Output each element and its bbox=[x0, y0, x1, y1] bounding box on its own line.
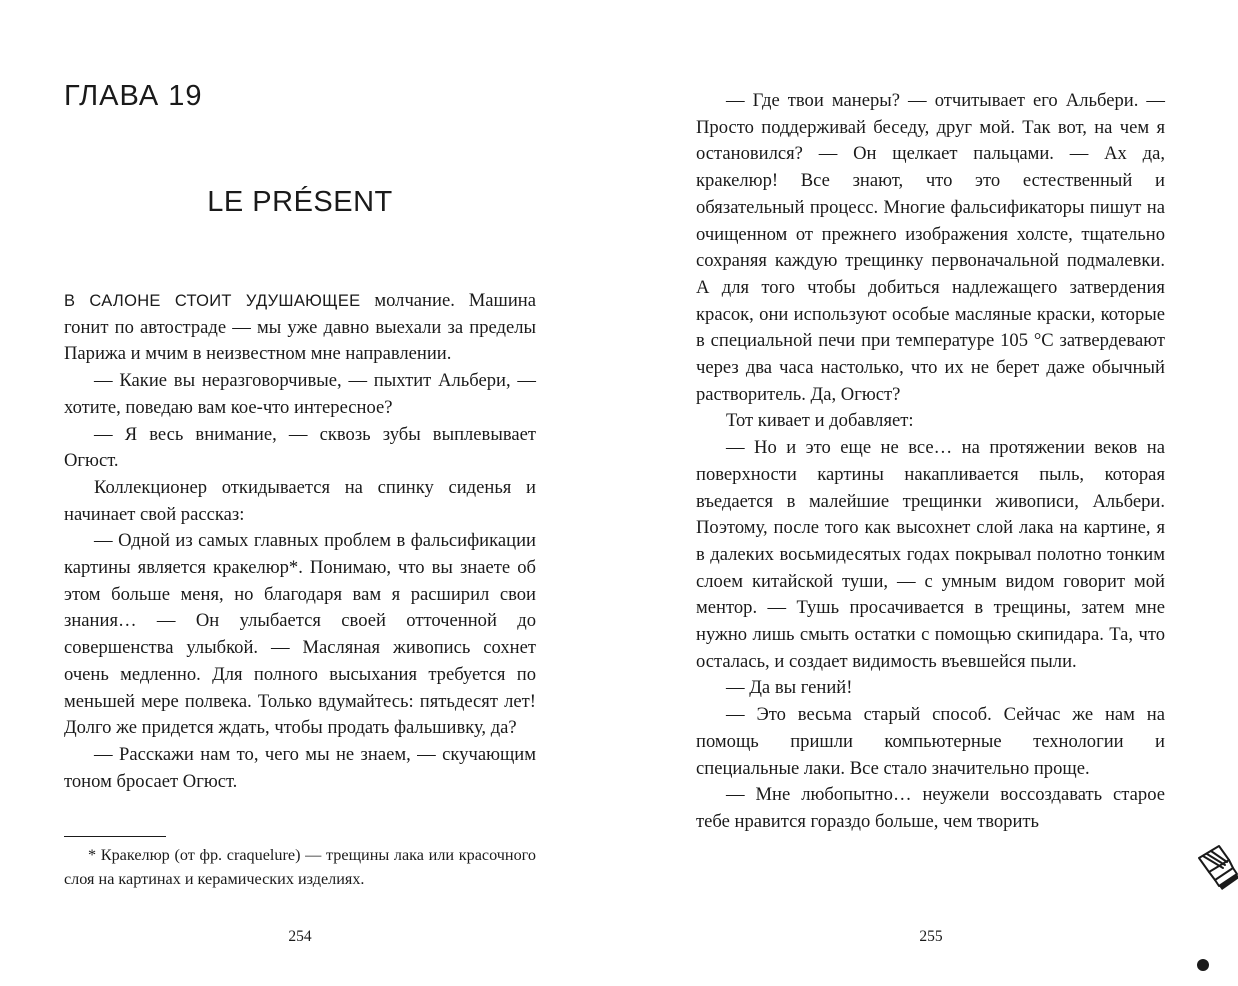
opening-paragraph bbox=[64, 288, 536, 368]
paragraph: — Но и это еще не все… на протяжении веков на поверхности картины накапливается пыль, которая въедается в малейшие трещинки живописи, Альбери. Поэтому, после того как высохнет слой лака на картине, я в далеких восьмидесятых годах покрывал полотно тонким слоем китайской туши, — с умным видом говорит мой ментор. — Тушь просачивается в трещины, затем мне нужно лишь смыть остатки с помощью скипидара. Та, что осталась, и создает видимость въевшейся пыли. bbox=[696, 437, 1165, 672]
paragraph: Коллекционер откидывается на спинку сиденья и начинает свой рассказ: bbox=[64, 476, 536, 525]
paragraph: — Одной из самых главных проблем в фальсификации картины является кракелюр*. Понимаю, что вы знаете об этом больше меня, но благодаря вам я расширил свои знания… — Он улыбается своей отточенной до совершенства улыбкой. — Масляная живопись сохнет очень медленно. Для полного высыхания требуется по меньшей мере полвека. Только вдумайтесь: пятьдесят лет! Долго же придется ждать, чтобы продать фальшивку, да? bbox=[64, 530, 536, 739]
lead-in-text: В САЛОНЕ СТОИТ УДУШАЮЩЕЕ bbox=[64, 292, 361, 310]
paragraph: — Расскажи нам то, чего мы не знаем, — скучающим тоном бросает Огюст. bbox=[64, 743, 536, 792]
right-page-text bbox=[696, 88, 1165, 836]
opening-paragraph-text: молчание. Машина гонит по автостраде — мы уже давно выехали за пределы Парижа и мчим в неизвестном мне направлении. bbox=[64, 290, 536, 365]
footnote-divider bbox=[64, 836, 166, 837]
page-number-left: 254 bbox=[288, 928, 312, 945]
paragraph: — Мне любопытно… неужели воссоздавать старое тебе нравится гораздо больше, чем творить bbox=[696, 784, 1165, 832]
paragraph: — Это весьма старый способ. Сейчас же нам на помощь пришли компьютерные технологии и специальные лаки. Все стало значительно проще. bbox=[696, 704, 1165, 779]
paintbrush-icon bbox=[1189, 838, 1238, 896]
paragraph: Тот кивает и добавляет: bbox=[726, 410, 914, 432]
page-number-right: 255 bbox=[919, 928, 943, 945]
right-page bbox=[619, 0, 1238, 986]
section-title: LE PRÉSENT bbox=[207, 186, 393, 218]
paragraph: — Какие вы неразговорчивые, — пыхтит Альбери, — хотите, поведаю вам кое-что интересное? bbox=[64, 370, 536, 418]
footnote: * Кракелюр (от фр. craquelure) — трещины лака или красочного слоя на картинах и керамических изделиях. bbox=[64, 846, 536, 888]
paragraph: — Где твои манеры? — отчитывает его Альбери. — Просто поддерживай беседу, друг мой. Так вот, на чем я остановился? — Он щелкает пальцами. — Ах да, кракелюр! Все знают, что это естественный и обязательный процесс. Многие фальсификаторы пишут на очищенном от прежнего изображения холсте, тщательно сохраняя каждую трещинку первоначальной подмалевки. А для того чтобы добиться надлежащего затвердения красок, они используют особые масляные краски, которые в специальной печи при температуре 105 °С затвердевают через два часа настолько, что их не берет даже обычный растворитель. Да, Огюст? bbox=[696, 90, 1165, 405]
dot-icon bbox=[1196, 958, 1210, 972]
paragraph: — Да вы гений! bbox=[726, 677, 853, 699]
left-page-text bbox=[64, 288, 536, 795]
chapter-heading: ГЛАВА 19 bbox=[64, 80, 203, 112]
paragraph: — Я весь внимание, — сквозь зубы выплевывает Огюст. bbox=[64, 423, 536, 472]
